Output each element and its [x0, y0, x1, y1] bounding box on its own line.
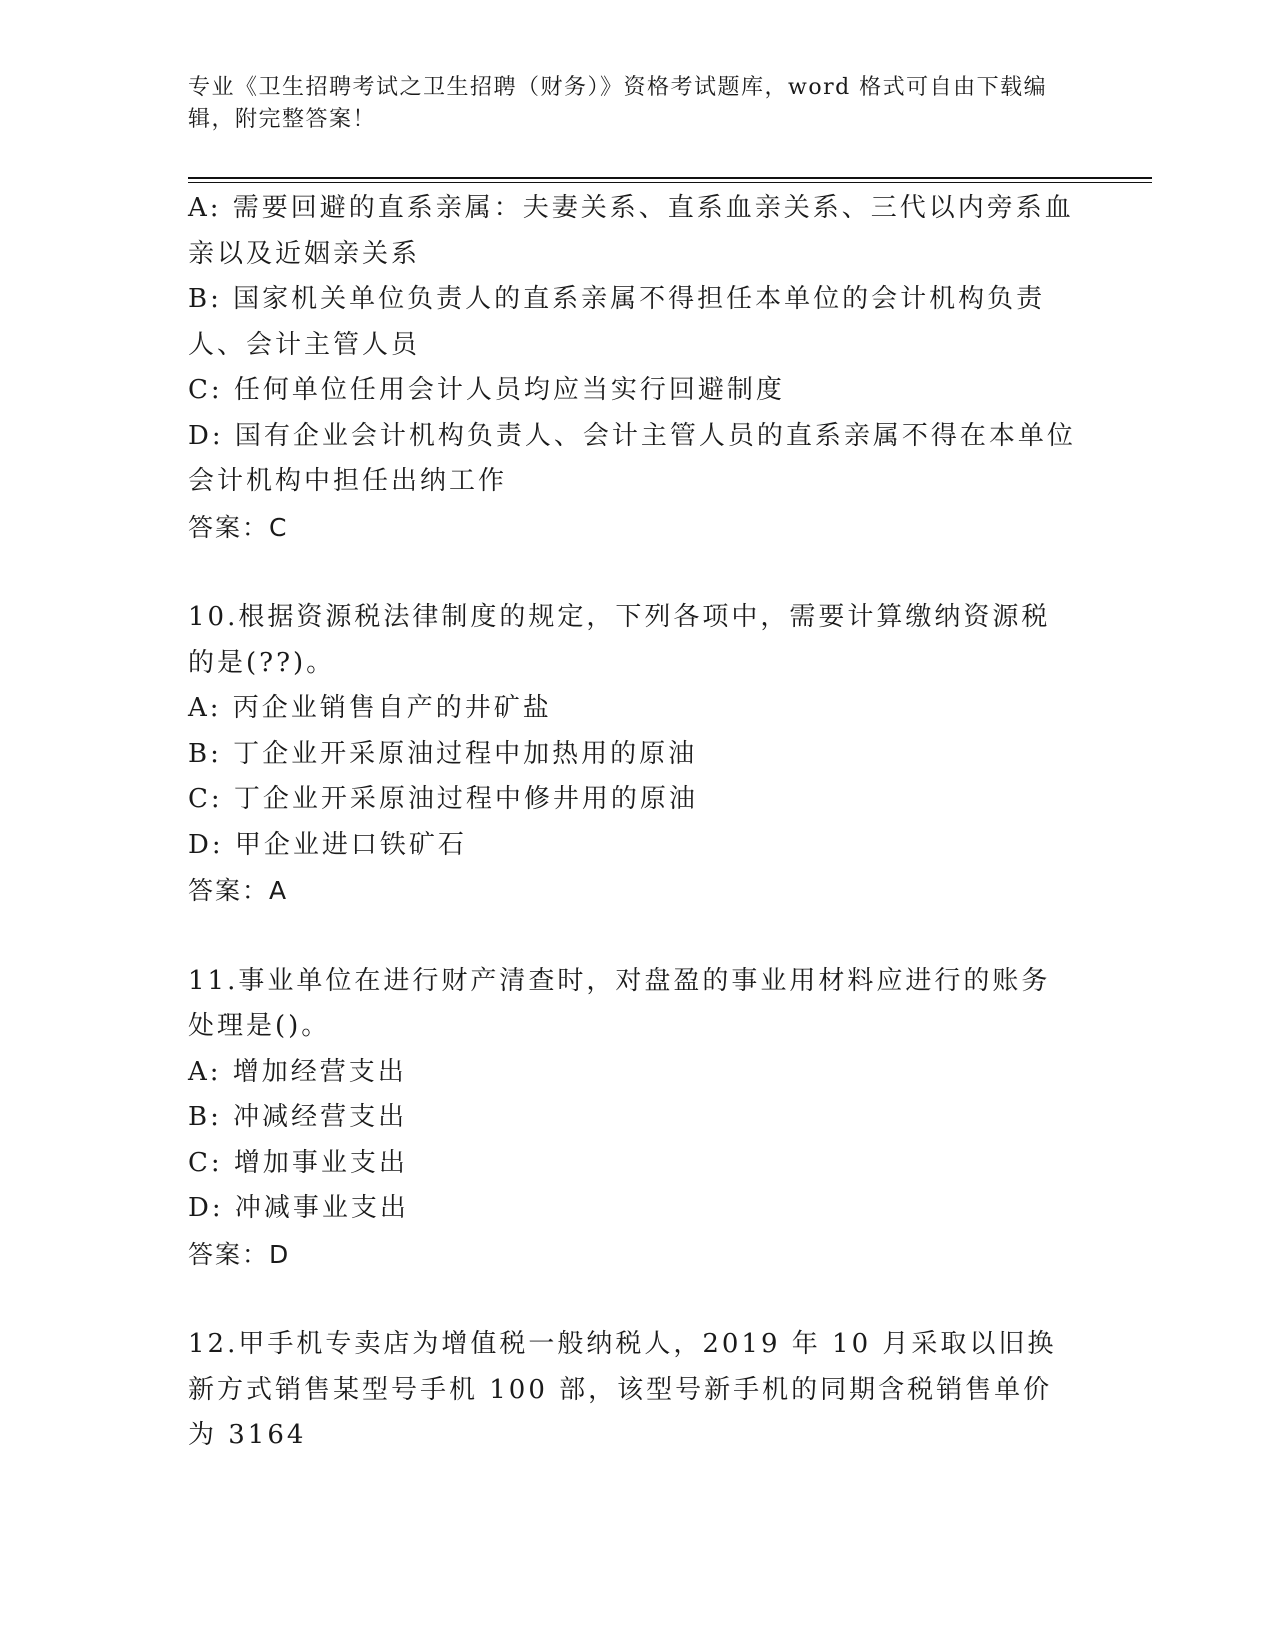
option-a: A: 丙企业销售自产的井矿盐 [188, 693, 552, 723]
header-divider-thick [188, 177, 1152, 179]
spacer [188, 550, 1078, 595]
spacer [188, 1277, 1078, 1322]
document-body [188, 186, 1078, 1459]
option-b: B: 冲减经营支出 [188, 1102, 408, 1132]
question-11-block [188, 959, 1078, 1278]
option-a: A: 增加经营支出 [188, 1056, 407, 1087]
option-a: A: 需要回避的直系亲属：夫妻关系、直系血亲关系、三代以内旁系血亲以及近姻亲关系 [188, 193, 1074, 269]
question-text: 10.根据资源税法律制度的规定，下列各项中，需要计算缴纳资源税的是(??)。 [188, 602, 1051, 678]
option-c: C: 丁企业开采原油过程中修井用的原油 [188, 784, 698, 814]
option-d: D: 冲减事业支出 [188, 1193, 409, 1223]
option-b: B: 国家机关单位负责人的直系亲属不得担任本单位的会计机构负责人、会计主管人员 [188, 284, 1046, 360]
question-10-block [188, 595, 1078, 914]
answer-label: 答案：C [188, 512, 289, 542]
document-header: 专业《卫生招聘考试之卫生招聘（财务）》资格考试题库，word 格式可自由下载编辑，附完整答案！ [188, 75, 1048, 132]
question-9-block [188, 186, 1078, 550]
answer-label: 答案：A [188, 876, 289, 905]
question-text: 12.甲手机专卖店为增值税一般纳税人，2019 年 10 月采取以旧换新方式销售某型号手机 100 部，该型号新手机的同期含税销售单价为 3164 [188, 1329, 1057, 1450]
option-d: D: 国有企业会计机构负责人、会计主管人员的直系亲属不得在本单位会计机构中担任出纳工作 [188, 420, 1076, 496]
question-12-block [188, 1322, 1078, 1459]
spacer [188, 914, 1078, 959]
option-c: C: 任何单位任用会计人员均应当实行回避制度 [188, 375, 785, 405]
header-divider-thin [188, 182, 1152, 183]
option-b: B: 丁企业开采原油过程中加热用的原油 [188, 738, 698, 769]
question-text: 11.事业单位在进行财产清查时，对盘盈的事业用材料应进行的账务处理是()。 [188, 965, 1051, 1041]
option-d: D: 甲企业进口铁矿石 [188, 829, 467, 860]
option-c: C: 增加事业支出 [188, 1147, 408, 1178]
answer-label: 答案：D [188, 1239, 291, 1269]
